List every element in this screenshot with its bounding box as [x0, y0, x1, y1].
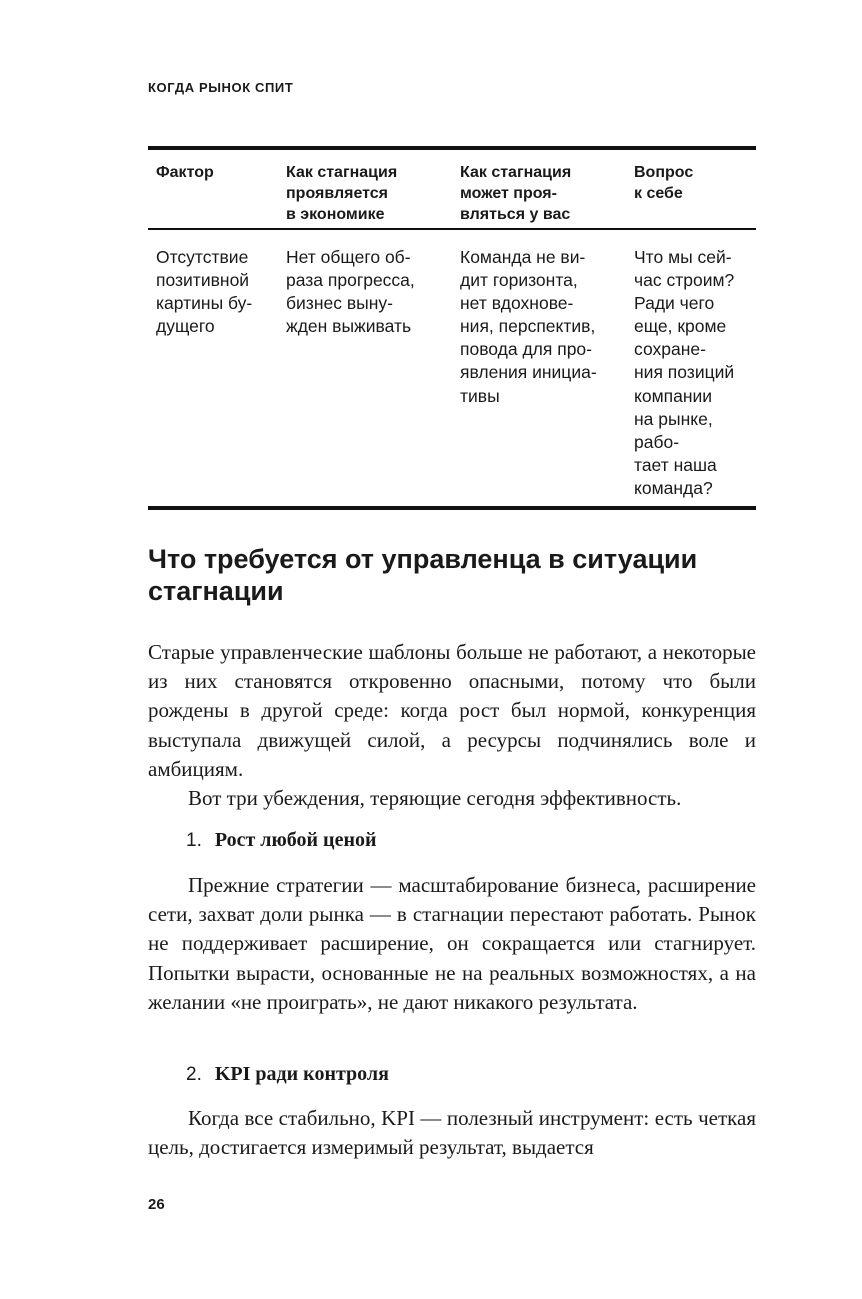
cell-factor: Отсутствие позитивной картины бу- дущего: [156, 247, 253, 337]
list-number: 1.: [186, 830, 202, 851]
list-number: 2.: [186, 1064, 202, 1085]
cell-you: Команда не ви- дит горизонта, нет вдохнове- ния, перспектив, повода для про- явления инициа- тивы: [460, 247, 597, 406]
column-header-question: Вопрос к себе: [626, 148, 756, 229]
list-item-2: [186, 1060, 389, 1089]
column-header-you: Как стагнация может проя- вляться у вас: [452, 148, 626, 229]
cell-economy: Нет общего об- раза прогресса, бизнес выну- жден выживать: [286, 247, 415, 337]
list-text: KPI ради контроля: [214, 1063, 389, 1085]
section-title: Что требуется от управленца в ситуации стагнации: [148, 544, 698, 606]
list-item-1: [186, 826, 377, 855]
list-text: Рост любой ценой: [214, 829, 377, 851]
running-header: КОГДА РЫНОК СПИТ: [148, 80, 294, 95]
paragraph-1: Старые управленческие шаблоны больше не работают, а некоторые из них становятся откровенно опасными, потому что были рождены в другой среде: когда рост был нормой, конкуренция выступала движущей силой, а ресурсы подчинялись воле и амбициям.: [148, 640, 756, 781]
page-number: 26: [148, 1196, 165, 1213]
column-header-economy: Как стагнация проявляется в экономике: [278, 148, 452, 229]
stagnation-factors-table: [148, 146, 756, 510]
paragraph-2: Вот три убеждения, теряющие сегодня эффективность.: [188, 786, 682, 810]
cell-question: Что мы сей- час строим? Ради чего еще, кроме сохране- ния позиций компании на рынке, рабо- тает наша команда?: [634, 247, 735, 498]
table-header-row: [148, 148, 756, 229]
paragraph-4: Когда все стабильно, KPI — полезный инструмент: есть четкая цель, достигается измеримый результат, выдается: [148, 1106, 756, 1160]
paragraph-3: Прежние стратегии — масштабирование бизнеса, расширение сети, захват доли рынка — в стагнации перестают работать. Рынок не поддерживает расширение, он сокращается или стагнирует. Попытки вырасти, основанные не на реальных возможностях, а на желании «не проиграть», не дают никакого результата.: [148, 873, 756, 1014]
table-row: [148, 229, 756, 508]
column-header-factor: Фактор: [148, 148, 278, 229]
